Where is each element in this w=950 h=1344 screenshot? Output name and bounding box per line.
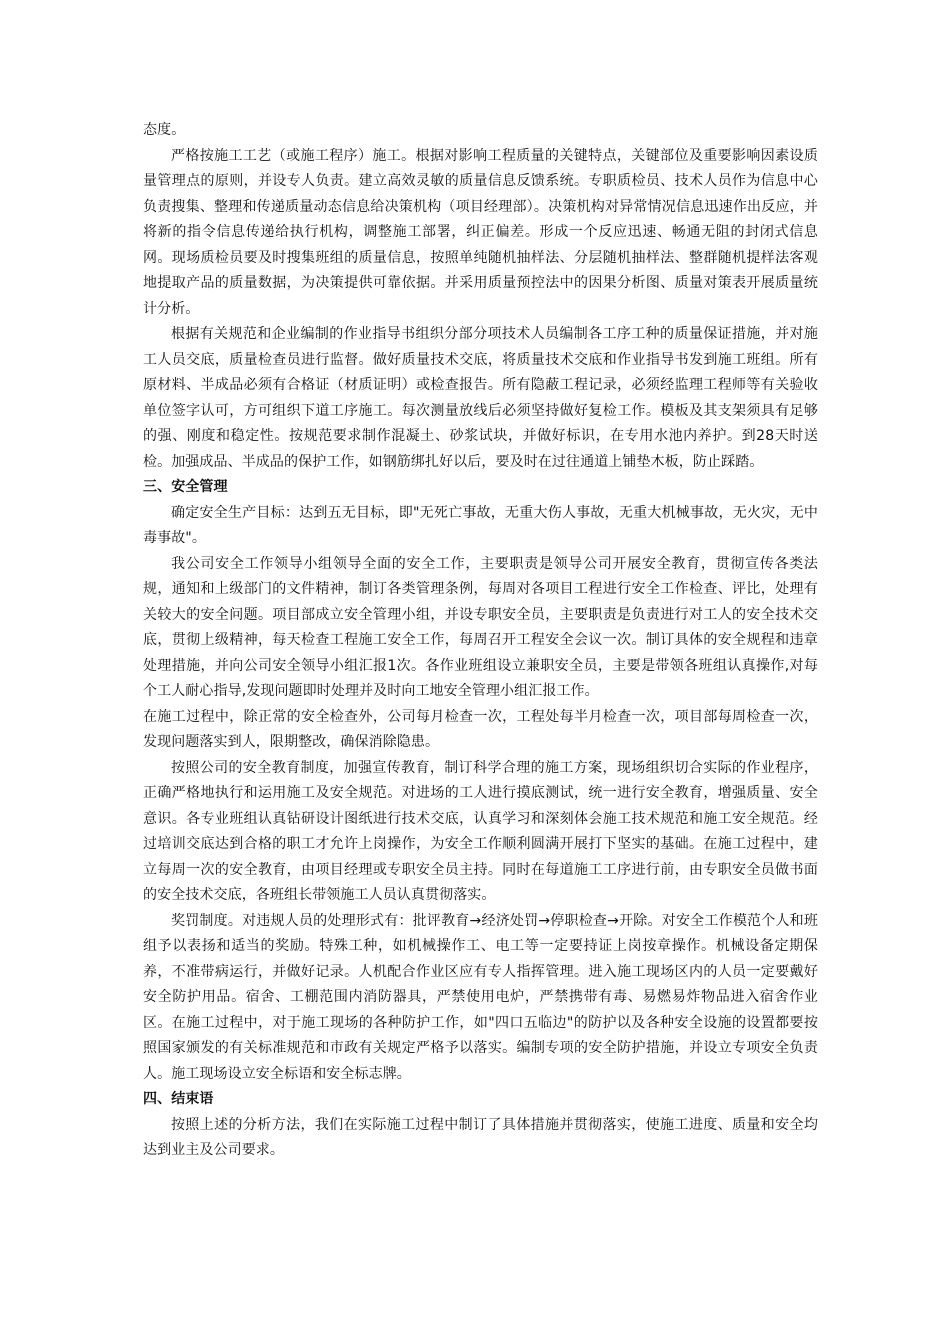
paragraph-continuation: 态度。 [143,122,186,138]
paragraph-rewards-penalties: 奖罚制度。对违规人员的处理形式有：批评教育→经济处罚→停职检查→开除。对安全工作模范个人和班组予以表扬和适当的奖励。特殊工种，如机械操作工、电工等一定要持证上岗按章操作。机械设备定期保养，不准带病运行，并做好记录。人机配合作业区应有专人指挥管理。进入施工现场区内的人员一定要戴好安全防护用品。宿舍、工棚范围内消防器具，严禁使用电炉，严禁携带有毒、易燃易炸物品进入宿舍作业区。在施工过程中，对于施工现场的各种防护工作，如"四口五临边"的防护以及各种安全设施的设置都要按照国家颁发的有关标准规范和市政有关规定严格予以落实。编制专项的安全防护措施，并设立专项安全负责人。施工现场设立安全标语和安全标志牌。 [143,912,818,1082]
document-page [143,118,818,1164]
paragraph-conclusion: 按照上述的分析方法，我们在实际施工过程中制订了具体措施并贯彻落实，使施工进度、质量和安全均达到业主及公司要求。 [143,1116,818,1158]
section-heading-safety: 三、安全管理 [143,479,228,495]
paragraph-safety-goal: 确定安全生产目标：达到五无目标，即"无死亡事故，无重大伤人事故，无重大机械事故，无火灾，无中毒事故"。 [143,504,818,546]
paragraph-safety-education: 按照公司的安全教育制度，加强宣传教育，制订科学合理的施工方案，现场组织切合实际的作业程序，正确严格地执行和运用施工及安全规范。对进场的工人进行摸底测试，统一进行安全教育，增强质量、安全意识。各专业班组认真钻研设计图纸进行技术交底，认真学习和深刻体会施工技术规范和施工安全规范。经过培训交底达到合格的职工才允许上岗操作，为安全工作顺利圆满开展打下坚实的基础。在施工过程中，建立每周一次的安全教育，由项目经理或专职安全员主持。同时在每道施工工序进行前，由专职安全员做书面的安全技术交底，各班组长带领施工人员认真贯彻落实。 [143,759,818,903]
paragraph-construction-process: 严格按施工工艺（或施工程序）施工。根据对影响工程质量的关键特点，关键部位及重要影响因素设质量管理点的原则，并设专人负责。建立高效灵敏的质量信息反馈系统。专职质检员、技术人员作为信息中心负责搜集、整理和传递质量动态信息给决策机构（项目经理部）。决策机构对异常情况信息迅速作出反应，并将新的指令信息传递给执行机构，调整施工部署，纠正偏差。形成一个反应迅速、畅通无阻的封闭式信息网。现场质检员要及时搜集班组的质量信息，按照单纯随机抽样法、分层随机抽样法、整群随机提样法客观地提取产品的质量数据，为决策提供可靠依据。并采用质量预控法中的因果分析图、质量对策表开展质量统计分析。 [143,147,818,317]
paragraph-safety-inspection: 在施工过程中，除正常的安全检查外，公司每月检查一次，工程处每半月检查一次，项目部每周检查一次，发现问题落实到人，限期整改，确保消除隐患。 [143,708,818,750]
paragraph-quality-measures: 根据有关规范和企业编制的作业指导书组织分部分项技术人员编制各工序工种的质量保证措施，并对施工人员交底，质量检查员进行监督。做好质量技术交底，将质量技术交底和作业指导书发到施工班组。所有原材料、半成品必须有合格证（材质证明）或检查报告。所有隐蔽工程记录，必须经监理工程师等有关验收单位签字认可，方可组织下道工序施工。每次测量放线后必须坚持做好复检工作。模板及其支架须具有足够的强、刚度和稳定性。按规范要求制作混凝土、砂浆试块，并做好标识，在专用水池内养护。到28天时送检。加强成品、半成品的保护工作，如钢筋绑扎好以后，要及时在过往通道上铺垫木板，防止踩踏。 [143,326,818,470]
paragraph-safety-organization: 我公司安全工作领导小组领导全面的安全工作，主要职责是领导公司开展安全教育，贯彻宣传各类法规，通知和上级部门的文件精神，制订各类管理条例，每周对各项目工程进行安全工作检查、评比，处理有关较大的安全问题。项目部成立安全管理小组，并设专职安全员，主要职责是负责进行对工人的安全技术交底，贯彻上级精神，每天检查工程施工安全工作，每周召开工程安全会议一次。制订具体的安全规程和违章处理措施，并向公司安全领导小组汇报1次。各作业班组设立兼职安全员，主要是带领各班组认真操作,对每个工人耐心指导,发现问题即时处理并及时向工地安全管理小组汇报工作。 [143,555,818,699]
section-heading-conclusion: 四、结束语 [143,1091,214,1107]
